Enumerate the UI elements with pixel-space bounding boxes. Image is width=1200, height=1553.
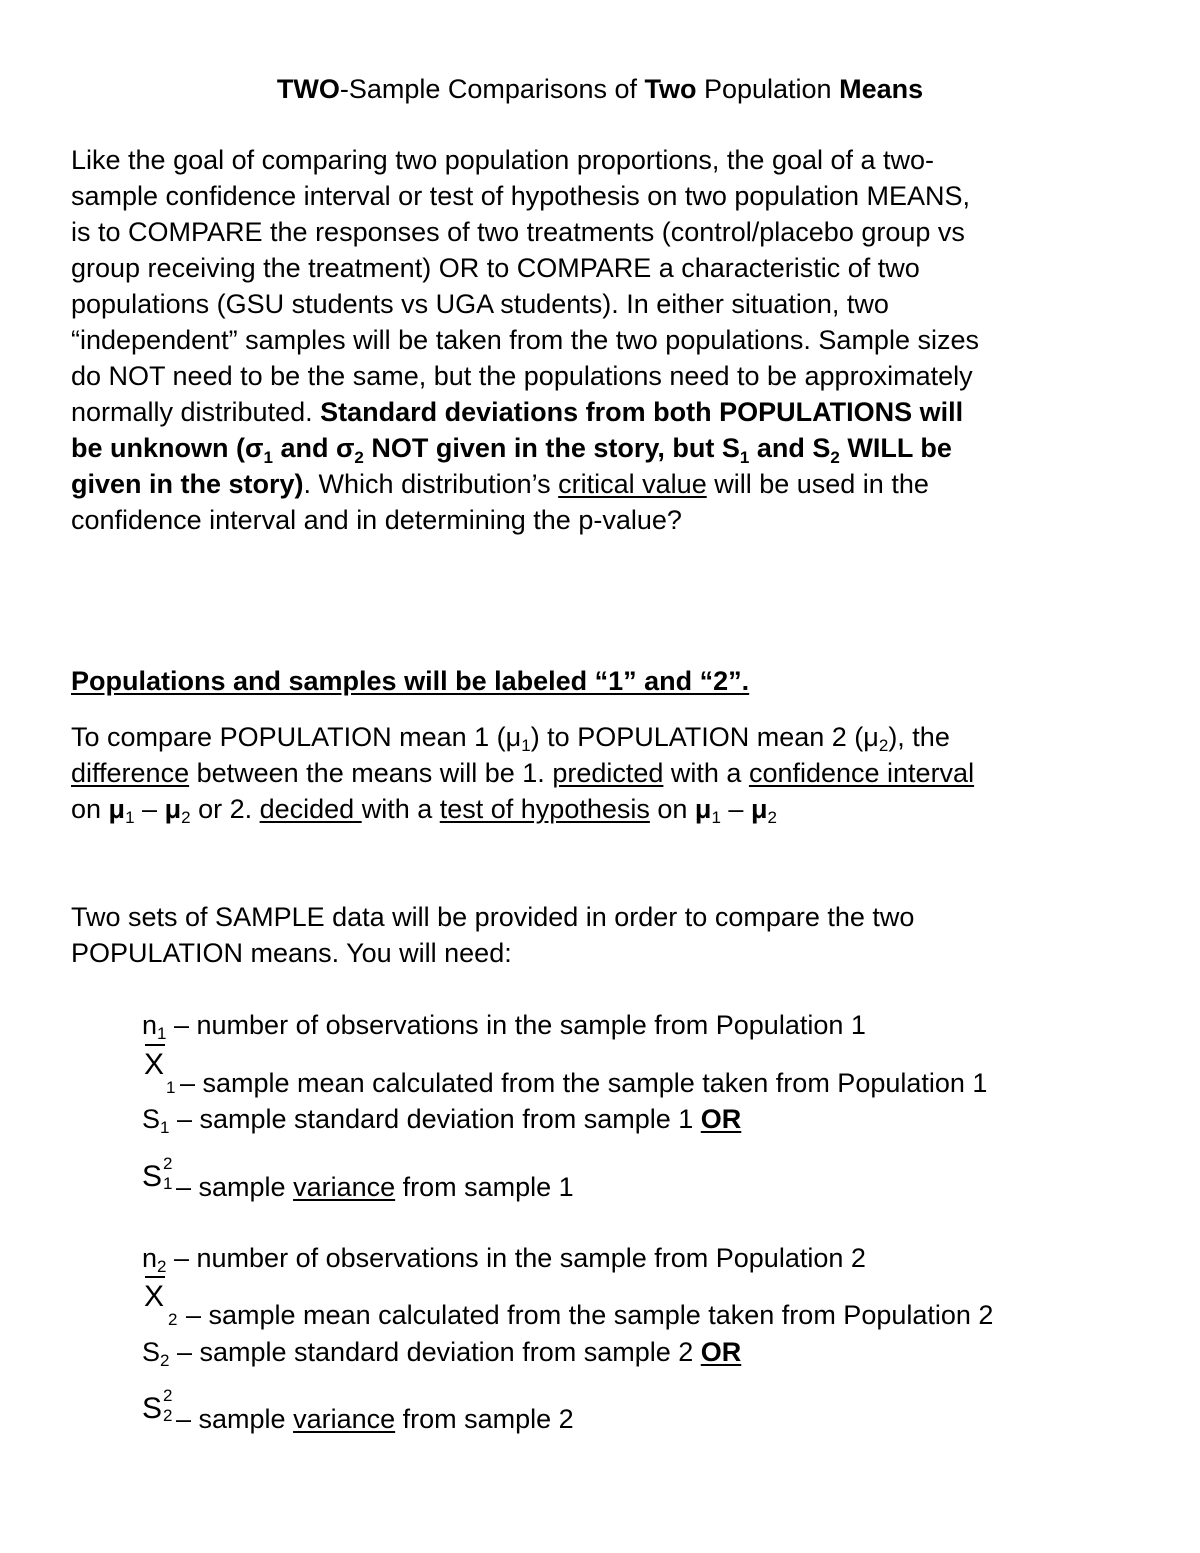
section-heading: Populations and samples will be labeled “1” and “2”. [71, 666, 750, 696]
var1-definition: – sample variance from sample 1 [176, 1172, 574, 1202]
intro-line: given in the story). Which distribution’s critical value will be used in the [71, 469, 929, 499]
intro-line: normally distributed. Standard deviations from both POPULATIONS will [71, 397, 964, 427]
compare-line: To compare POPULATION mean 1 $(\mu_1)$ to POPULATION mean 2 $(\mu_2)$, the [71, 722, 950, 755]
var2-definition: – sample variance from sample 2 [176, 1404, 574, 1434]
intro-line: group receiving the treatment) OR to COMPARE a characteristic of two [71, 253, 920, 283]
var2-symbol: S 2 2 [142, 1386, 173, 1425]
xbar1-symbol: X [144, 1048, 164, 1082]
sample-line: Two sets of SAMPLE data will be provided in order to compare the two [71, 902, 915, 932]
intro-line: Like the goal of comparing two population proportions, the goal of a two- [71, 145, 935, 175]
xbar2-symbol: X [144, 1280, 164, 1314]
intro-line: do NOT need to be the same, but the populations need to be approximately [71, 361, 973, 391]
intro-line: “independent” samples will be taken from the two populations. Sample sizes [71, 325, 979, 355]
xbar2-subscript: 2 [168, 1310, 178, 1329]
intro-line: sample confidence interval or test of hypothesis on two population MEANS, [71, 181, 970, 211]
xbar1-definition: – sample mean calculated from the sample taken from Population 1 [180, 1068, 988, 1098]
s2-definition: $S_2$ – sample standard deviation from sample 2 OR [142, 1337, 742, 1370]
intro-line: be unknown ($\sigma_1$ and $\sigma_2$ NOT given in the story, but $S_1$ and $S_2$ WILL be [71, 433, 952, 467]
page-title: TWO-Sample Comparisons of Two Population Means [276, 74, 924, 104]
n1-definition: $n_1$ – number of observations in the sample from Population 1 [142, 1010, 866, 1043]
intro-line: confidence interval and in determining the p-value? [71, 505, 682, 535]
xbar2-definition: – sample mean calculated from the sample taken from Population 2 [186, 1300, 994, 1330]
var1-symbol: S 2 1 [142, 1154, 173, 1193]
compare-line: difference between the means will be 1. predicted with a confidence interval [71, 758, 975, 788]
n2-definition: $n_2$ – number of observations in the sample from Population 2 [142, 1243, 866, 1276]
intro-line: populations (GSU students vs UGA students). In either situation, two [71, 289, 889, 319]
sample-line: POPULATION means. You will need: [71, 938, 512, 968]
s1-definition: $S_1$ – sample standard deviation from sample 1 OR [142, 1104, 742, 1137]
compare-line: on $\mu_1 - \mu_2$ or 2. decided with a test of hypothesis on $\mu_1 - \mu_2$ [71, 794, 777, 827]
xbar1-subscript: 1 [166, 1078, 176, 1097]
intro-line: is to COMPARE the responses of two treatments (control/placebo group vs [71, 217, 965, 247]
